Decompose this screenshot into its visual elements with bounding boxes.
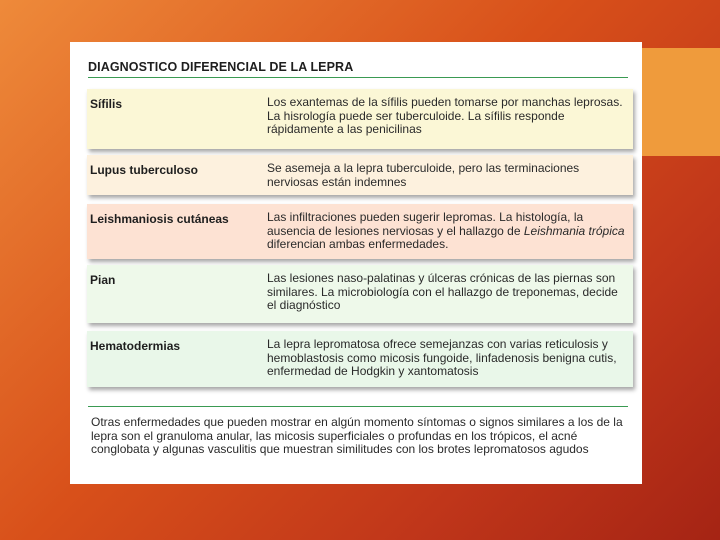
footer-note: Otras enfermedades que pueden mostrar en algún momento síntomas o signos similares a los de la lepra son el granuloma anular, las micosis superficiales o profundas en los trópicos, el acné conglobata y algunas vasculitis que muestran similitudes con los brotes lepromatosos agudos	[91, 415, 623, 456]
italic-species-name: Leishmania trópica	[523, 223, 625, 238]
row-term: Hematodermias	[90, 339, 181, 353]
description-text: Las infiltraciones pueden sugerir lepromas. La histología, la ausencia de lesiones nerviosas y el hallazgo de	[267, 210, 584, 238]
description-text: diferencian ambas enfermedades.	[267, 237, 449, 251]
row-term: Lupus tuberculoso	[90, 163, 198, 177]
accent-block	[640, 48, 720, 156]
row-term: Sífilis	[90, 97, 123, 111]
row-hematodermias	[87, 331, 633, 387]
row-leishmaniosis	[87, 204, 633, 259]
row-description: La lepra lepromatosa ofrece semejanzas con varias reticulosis y hemoblastosis como micosis fungoide, linfadenosis benigna cutis, enfermedad de Hodgkin y xantomatosis	[267, 337, 617, 378]
row-pian	[87, 265, 633, 323]
row-description: Las lesiones naso-palatinas y úlceras crónicas de las piernas son similares. La microbiología con el hallazgo de treponemas, decide el diagnóstico	[267, 271, 618, 312]
top-divider	[88, 77, 628, 78]
row-description: Los exantemas de la sífilis pueden tomarse por manchas leprosas. La hisrología puede ser tuberculoide. La sífilis responde rápidamente a las penicilinas	[267, 95, 623, 136]
row-term: Leishmaniosis cutáneas	[90, 212, 229, 226]
bottom-divider	[88, 406, 628, 407]
row-lupus-tuberculoso	[87, 155, 633, 195]
row-description: Se asemeja a la lepra tuberculoide, pero las terminaciones nerviosas están indemnes	[267, 161, 580, 189]
row-description	[267, 211, 629, 252]
document-title: DIAGNOSTICO DIFERENCIAL DE LA LEPRA	[88, 60, 354, 74]
slide-content	[70, 42, 642, 484]
row-term: Pian	[90, 273, 116, 287]
row-sifilis	[87, 89, 633, 149]
